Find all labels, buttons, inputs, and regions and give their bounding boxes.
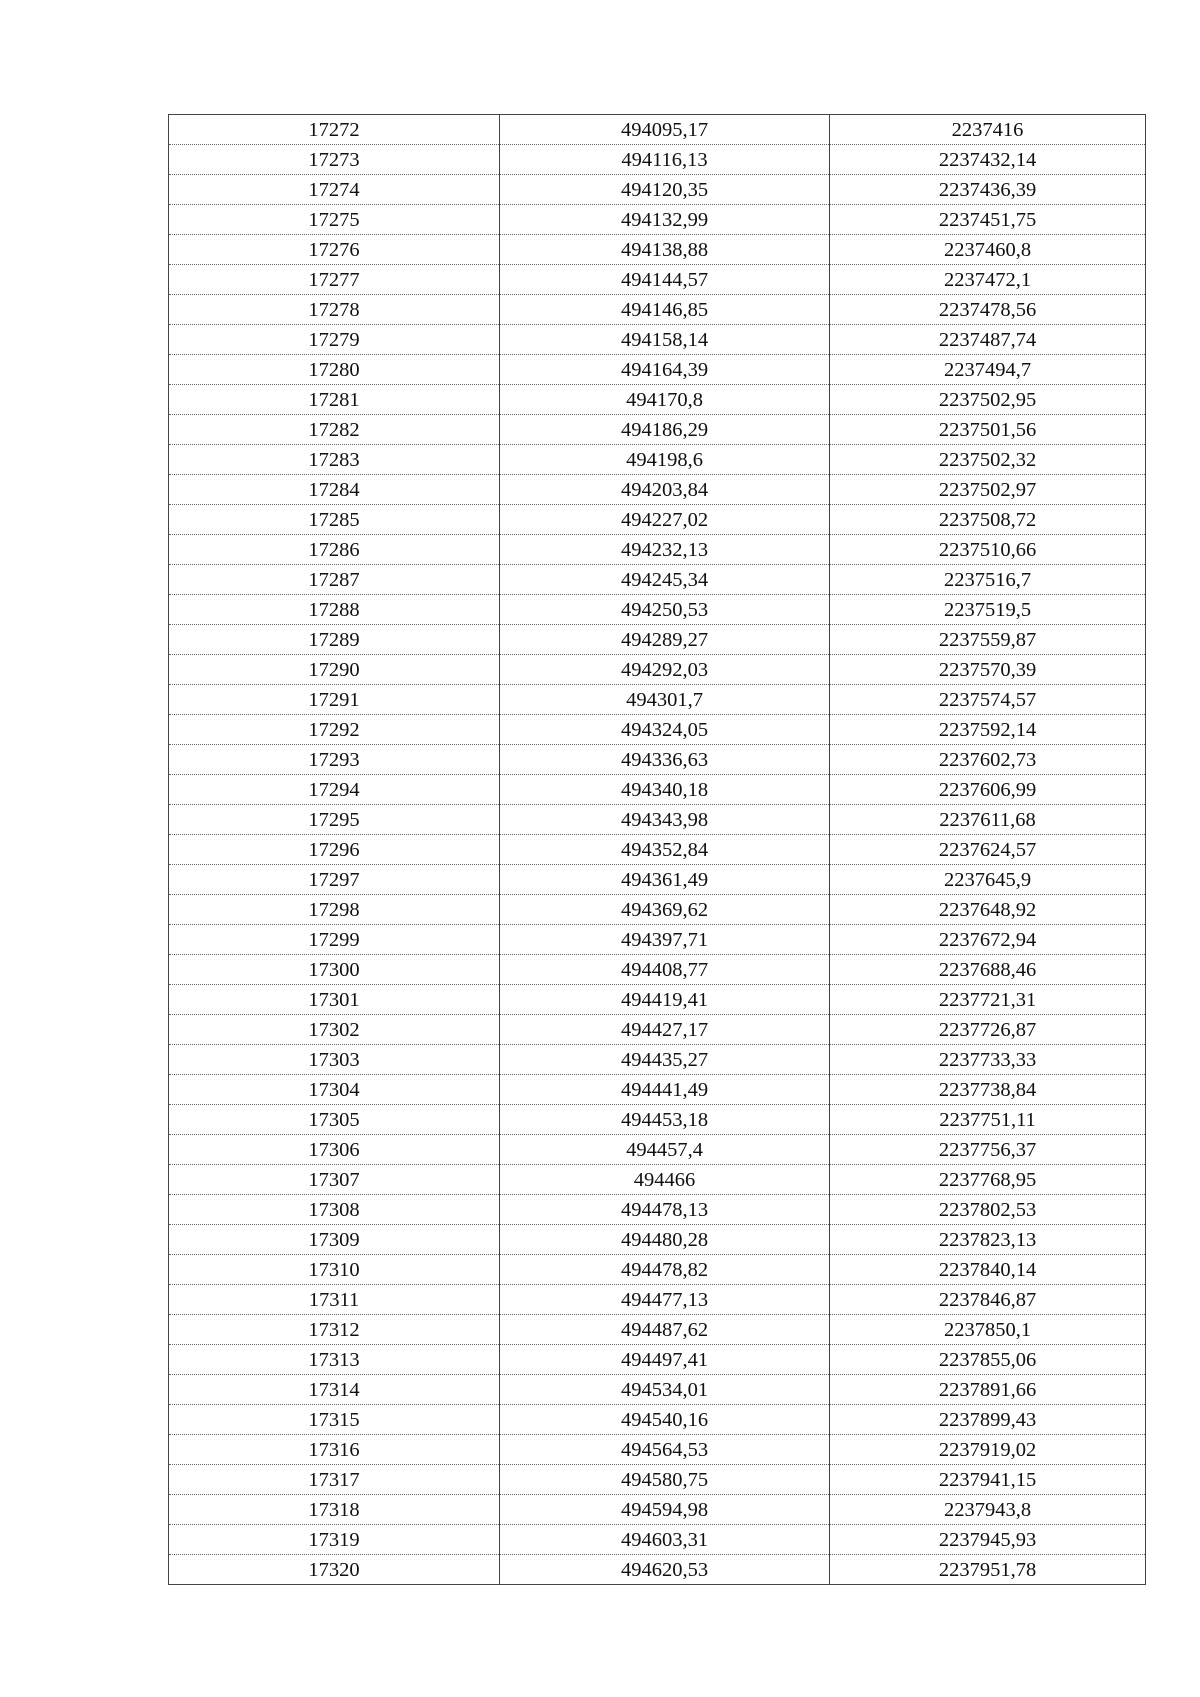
x-coordinate-cell: 494478,82 xyxy=(500,1255,830,1285)
x-coordinate-cell: 494466 xyxy=(500,1165,830,1195)
table-row xyxy=(169,685,1146,715)
x-coordinate-cell: 494594,98 xyxy=(500,1495,830,1525)
point-number-cell: 17306 xyxy=(169,1135,500,1165)
y-coordinate-cell: 2237570,39 xyxy=(830,655,1146,685)
table-row xyxy=(169,1135,1146,1165)
table-row xyxy=(169,805,1146,835)
table-row xyxy=(169,535,1146,565)
point-number-cell: 17297 xyxy=(169,865,500,895)
point-number-cell: 17278 xyxy=(169,295,500,325)
table-row xyxy=(169,1345,1146,1375)
y-coordinate-cell: 2237943,8 xyxy=(830,1495,1146,1525)
point-number-cell: 17274 xyxy=(169,175,500,205)
point-number-cell: 17307 xyxy=(169,1165,500,1195)
y-coordinate-cell: 2237602,73 xyxy=(830,745,1146,775)
table-row xyxy=(169,1255,1146,1285)
table-row xyxy=(169,115,1146,145)
table-row xyxy=(169,145,1146,175)
y-coordinate-cell: 2237672,94 xyxy=(830,925,1146,955)
table-row xyxy=(169,1375,1146,1405)
y-coordinate-cell: 2237416 xyxy=(830,115,1146,145)
point-number-cell: 17292 xyxy=(169,715,500,745)
y-coordinate-cell: 2237951,78 xyxy=(830,1555,1146,1585)
y-coordinate-cell: 2237606,99 xyxy=(830,775,1146,805)
table-row xyxy=(169,1105,1146,1135)
x-coordinate-cell: 494540,16 xyxy=(500,1405,830,1435)
x-coordinate-cell: 494603,31 xyxy=(500,1525,830,1555)
y-coordinate-cell: 2237899,43 xyxy=(830,1405,1146,1435)
x-coordinate-cell: 494620,53 xyxy=(500,1555,830,1585)
y-coordinate-cell: 2237645,9 xyxy=(830,865,1146,895)
table-row xyxy=(169,1315,1146,1345)
table-row xyxy=(169,1285,1146,1315)
x-coordinate-cell: 494289,27 xyxy=(500,625,830,655)
point-number-cell: 17312 xyxy=(169,1315,500,1345)
x-coordinate-cell: 494487,62 xyxy=(500,1315,830,1345)
x-coordinate-cell: 494453,18 xyxy=(500,1105,830,1135)
x-coordinate-cell: 494158,14 xyxy=(500,325,830,355)
x-coordinate-cell: 494534,01 xyxy=(500,1375,830,1405)
x-coordinate-cell: 494292,03 xyxy=(500,655,830,685)
x-coordinate-cell: 494419,41 xyxy=(500,985,830,1015)
point-number-cell: 17319 xyxy=(169,1525,500,1555)
table-row xyxy=(169,235,1146,265)
y-coordinate-cell: 2237846,87 xyxy=(830,1285,1146,1315)
point-number-cell: 17286 xyxy=(169,535,500,565)
point-number-cell: 17298 xyxy=(169,895,500,925)
table-row xyxy=(169,1555,1146,1585)
y-coordinate-cell: 2237478,56 xyxy=(830,295,1146,325)
x-coordinate-cell: 494198,6 xyxy=(500,445,830,475)
point-number-cell: 17308 xyxy=(169,1195,500,1225)
point-number-cell: 17272 xyxy=(169,115,500,145)
point-number-cell: 17279 xyxy=(169,325,500,355)
point-number-cell: 17309 xyxy=(169,1225,500,1255)
table-row xyxy=(169,1045,1146,1075)
x-coordinate-cell: 494477,13 xyxy=(500,1285,830,1315)
x-coordinate-cell: 494427,17 xyxy=(500,1015,830,1045)
point-number-cell: 17315 xyxy=(169,1405,500,1435)
y-coordinate-cell: 2237592,14 xyxy=(830,715,1146,745)
point-number-cell: 17313 xyxy=(169,1345,500,1375)
y-coordinate-cell: 2237840,14 xyxy=(830,1255,1146,1285)
y-coordinate-cell: 2237432,14 xyxy=(830,145,1146,175)
table-row xyxy=(169,1435,1146,1465)
point-number-cell: 17285 xyxy=(169,505,500,535)
y-coordinate-cell: 2237510,66 xyxy=(830,535,1146,565)
x-coordinate-cell: 494203,84 xyxy=(500,475,830,505)
table-row xyxy=(169,565,1146,595)
table-row xyxy=(169,955,1146,985)
x-coordinate-cell: 494227,02 xyxy=(500,505,830,535)
x-coordinate-cell: 494245,34 xyxy=(500,565,830,595)
table-row xyxy=(169,355,1146,385)
table-row xyxy=(169,1465,1146,1495)
y-coordinate-cell: 2237502,95 xyxy=(830,385,1146,415)
point-number-cell: 17301 xyxy=(169,985,500,1015)
y-coordinate-cell: 2237611,68 xyxy=(830,805,1146,835)
point-number-cell: 17295 xyxy=(169,805,500,835)
x-coordinate-cell: 494343,98 xyxy=(500,805,830,835)
x-coordinate-cell: 494336,63 xyxy=(500,745,830,775)
point-number-cell: 17318 xyxy=(169,1495,500,1525)
table-row xyxy=(169,265,1146,295)
y-coordinate-cell: 2237738,84 xyxy=(830,1075,1146,1105)
table-row xyxy=(169,1075,1146,1105)
table-row xyxy=(169,1225,1146,1255)
x-coordinate-cell: 494497,41 xyxy=(500,1345,830,1375)
x-coordinate-cell: 494480,28 xyxy=(500,1225,830,1255)
x-coordinate-cell: 494132,99 xyxy=(500,205,830,235)
y-coordinate-cell: 2237855,06 xyxy=(830,1345,1146,1375)
table-row xyxy=(169,1165,1146,1195)
y-coordinate-cell: 2237919,02 xyxy=(830,1435,1146,1465)
x-coordinate-cell: 494478,13 xyxy=(500,1195,830,1225)
x-coordinate-cell: 494116,13 xyxy=(500,145,830,175)
y-coordinate-cell: 2237451,75 xyxy=(830,205,1146,235)
table-row xyxy=(169,415,1146,445)
point-number-cell: 17296 xyxy=(169,835,500,865)
point-number-cell: 17276 xyxy=(169,235,500,265)
point-number-cell: 17275 xyxy=(169,205,500,235)
y-coordinate-cell: 2237519,5 xyxy=(830,595,1146,625)
table-row xyxy=(169,445,1146,475)
x-coordinate-cell: 494146,85 xyxy=(500,295,830,325)
table-row xyxy=(169,895,1146,925)
y-coordinate-cell: 2237768,95 xyxy=(830,1165,1146,1195)
y-coordinate-cell: 2237502,97 xyxy=(830,475,1146,505)
point-number-cell: 17303 xyxy=(169,1045,500,1075)
point-number-cell: 17291 xyxy=(169,685,500,715)
x-coordinate-cell: 494144,57 xyxy=(500,265,830,295)
point-number-cell: 17289 xyxy=(169,625,500,655)
y-coordinate-cell: 2237494,7 xyxy=(830,355,1146,385)
y-coordinate-cell: 2237559,87 xyxy=(830,625,1146,655)
table-row xyxy=(169,205,1146,235)
y-coordinate-cell: 2237945,93 xyxy=(830,1525,1146,1555)
table-row xyxy=(169,295,1146,325)
table-row xyxy=(169,175,1146,205)
y-coordinate-cell: 2237751,11 xyxy=(830,1105,1146,1135)
point-number-cell: 17287 xyxy=(169,565,500,595)
point-number-cell: 17288 xyxy=(169,595,500,625)
table-row xyxy=(169,985,1146,1015)
x-coordinate-cell: 494441,49 xyxy=(500,1075,830,1105)
point-number-cell: 17282 xyxy=(169,415,500,445)
table-row xyxy=(169,1525,1146,1555)
y-coordinate-cell: 2237487,74 xyxy=(830,325,1146,355)
point-number-cell: 17290 xyxy=(169,655,500,685)
y-coordinate-cell: 2237436,39 xyxy=(830,175,1146,205)
table-row xyxy=(169,385,1146,415)
point-number-cell: 17299 xyxy=(169,925,500,955)
x-coordinate-cell: 494352,84 xyxy=(500,835,830,865)
x-coordinate-cell: 494170,8 xyxy=(500,385,830,415)
point-number-cell: 17294 xyxy=(169,775,500,805)
table-row xyxy=(169,1405,1146,1435)
y-coordinate-cell: 2237756,37 xyxy=(830,1135,1146,1165)
y-coordinate-cell: 2237574,57 xyxy=(830,685,1146,715)
table-row xyxy=(169,475,1146,505)
table-row xyxy=(169,865,1146,895)
table-row xyxy=(169,745,1146,775)
x-coordinate-cell: 494164,39 xyxy=(500,355,830,385)
coordinates-table xyxy=(168,114,1146,1585)
table-row xyxy=(169,1015,1146,1045)
y-coordinate-cell: 2237823,13 xyxy=(830,1225,1146,1255)
point-number-cell: 17293 xyxy=(169,745,500,775)
y-coordinate-cell: 2237802,53 xyxy=(830,1195,1146,1225)
point-number-cell: 17280 xyxy=(169,355,500,385)
point-number-cell: 17302 xyxy=(169,1015,500,1045)
table-row xyxy=(169,595,1146,625)
x-coordinate-cell: 494397,71 xyxy=(500,925,830,955)
y-coordinate-cell: 2237501,56 xyxy=(830,415,1146,445)
y-coordinate-cell: 2237733,33 xyxy=(830,1045,1146,1075)
point-number-cell: 17277 xyxy=(169,265,500,295)
y-coordinate-cell: 2237516,7 xyxy=(830,565,1146,595)
x-coordinate-cell: 494369,62 xyxy=(500,895,830,925)
x-coordinate-cell: 494186,29 xyxy=(500,415,830,445)
x-coordinate-cell: 494138,88 xyxy=(500,235,830,265)
table-row xyxy=(169,505,1146,535)
table-row xyxy=(169,775,1146,805)
table-row xyxy=(169,925,1146,955)
point-number-cell: 17316 xyxy=(169,1435,500,1465)
x-coordinate-cell: 494232,13 xyxy=(500,535,830,565)
point-number-cell: 17314 xyxy=(169,1375,500,1405)
table-row xyxy=(169,835,1146,865)
point-number-cell: 17283 xyxy=(169,445,500,475)
x-coordinate-cell: 494250,53 xyxy=(500,595,830,625)
x-coordinate-cell: 494301,7 xyxy=(500,685,830,715)
x-coordinate-cell: 494408,77 xyxy=(500,955,830,985)
y-coordinate-cell: 2237850,1 xyxy=(830,1315,1146,1345)
point-number-cell: 17304 xyxy=(169,1075,500,1105)
point-number-cell: 17310 xyxy=(169,1255,500,1285)
x-coordinate-cell: 494435,27 xyxy=(500,1045,830,1075)
x-coordinate-cell: 494340,18 xyxy=(500,775,830,805)
y-coordinate-cell: 2237688,46 xyxy=(830,955,1146,985)
y-coordinate-cell: 2237502,32 xyxy=(830,445,1146,475)
point-number-cell: 17320 xyxy=(169,1555,500,1585)
table-row xyxy=(169,1495,1146,1525)
point-number-cell: 17311 xyxy=(169,1285,500,1315)
y-coordinate-cell: 2237721,31 xyxy=(830,985,1146,1015)
x-coordinate-cell: 494457,4 xyxy=(500,1135,830,1165)
coordinates-table-body xyxy=(169,115,1146,1585)
point-number-cell: 17317 xyxy=(169,1465,500,1495)
y-coordinate-cell: 2237648,92 xyxy=(830,895,1146,925)
table-row xyxy=(169,715,1146,745)
table-row xyxy=(169,325,1146,355)
y-coordinate-cell: 2237460,8 xyxy=(830,235,1146,265)
point-number-cell: 17281 xyxy=(169,385,500,415)
y-coordinate-cell: 2237624,57 xyxy=(830,835,1146,865)
x-coordinate-cell: 494095,17 xyxy=(500,115,830,145)
x-coordinate-cell: 494120,35 xyxy=(500,175,830,205)
x-coordinate-cell: 494361,49 xyxy=(500,865,830,895)
x-coordinate-cell: 494324,05 xyxy=(500,715,830,745)
x-coordinate-cell: 494580,75 xyxy=(500,1465,830,1495)
y-coordinate-cell: 2237891,66 xyxy=(830,1375,1146,1405)
table-row xyxy=(169,625,1146,655)
point-number-cell: 17305 xyxy=(169,1105,500,1135)
point-number-cell: 17273 xyxy=(169,145,500,175)
table-row xyxy=(169,655,1146,685)
point-number-cell: 17300 xyxy=(169,955,500,985)
table-row xyxy=(169,1195,1146,1225)
point-number-cell: 17284 xyxy=(169,475,500,505)
y-coordinate-cell: 2237472,1 xyxy=(830,265,1146,295)
x-coordinate-cell: 494564,53 xyxy=(500,1435,830,1465)
y-coordinate-cell: 2237941,15 xyxy=(830,1465,1146,1495)
y-coordinate-cell: 2237508,72 xyxy=(830,505,1146,535)
y-coordinate-cell: 2237726,87 xyxy=(830,1015,1146,1045)
